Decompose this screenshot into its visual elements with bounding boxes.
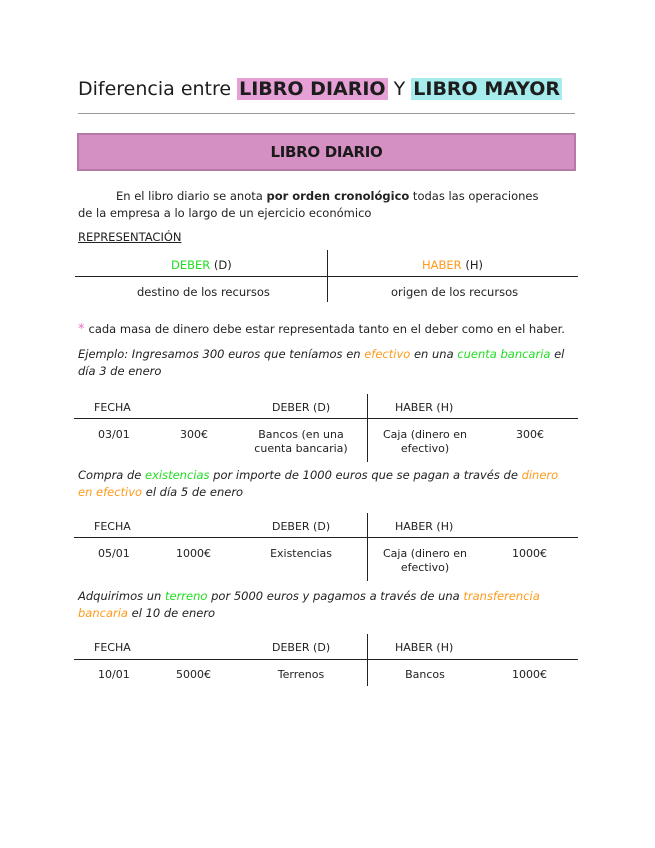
- ex3-text-3: el 10 de enero: [127, 606, 216, 620]
- rep-haber-label: HABER: [422, 258, 462, 272]
- ex1-efectivo: efectivo: [364, 347, 411, 361]
- ex2-text-3: el día 5 de enero: [142, 485, 244, 499]
- row-haber: Bancos: [405, 668, 445, 681]
- row-deber: Existencias: [270, 547, 332, 560]
- row-deber: Bancos (en una cuenta bancaria): [254, 428, 348, 455]
- rep-vertical-line: [327, 250, 328, 302]
- row-importe-haber: 1000€: [512, 668, 547, 681]
- row-fecha: 10/01: [98, 668, 130, 681]
- ex2-existencias: existencias: [145, 468, 210, 482]
- header-haber: HABER (H): [395, 641, 454, 654]
- intro-bold: por orden cronológico: [266, 189, 410, 203]
- page-title: [78, 78, 562, 100]
- header-fecha: FECHA: [94, 520, 131, 533]
- row-importe-debe: 300€: [180, 428, 208, 441]
- title-prefix: Diferencia entre: [78, 78, 238, 100]
- row-fecha: 05/01: [98, 547, 130, 560]
- table-horizontal-line: [74, 418, 578, 419]
- note-text: cada masa de dinero debe estar representada tanto en el deber como en el haber.: [88, 322, 565, 336]
- rep-deber-label: DEBER: [171, 258, 211, 272]
- title-libro-mayor: LIBRO MAYOR: [413, 78, 560, 100]
- row-importe-debe: 1000€: [176, 547, 211, 560]
- rep-haber-abbr: (H): [461, 258, 483, 272]
- example-2-table: [0, 511, 655, 583]
- table-horizontal-line: [74, 537, 578, 538]
- example-3-description: [78, 588, 578, 622]
- title-connector: Y: [387, 78, 412, 100]
- ex3-text-1: Adquirimos un: [78, 589, 165, 603]
- row-haber: Caja (dinero en efectivo): [382, 547, 468, 574]
- example-3-table: [0, 632, 655, 688]
- title-libro-diario: LIBRO DIARIO: [239, 78, 386, 100]
- example-1-description: [78, 346, 578, 380]
- header-haber: HABER (H): [395, 520, 454, 533]
- row-deber: Terrenos: [277, 668, 325, 681]
- rep-haber-desc: origen de los recursos: [391, 285, 519, 299]
- title-divider: [78, 113, 575, 114]
- rep-haber-header: [422, 258, 483, 272]
- header-deber: DEBER (D): [272, 520, 331, 533]
- ex3-transferencia-bancaria: transferencia bancaria: [78, 589, 540, 620]
- note: [78, 322, 565, 337]
- intro-paragraph: [78, 188, 556, 222]
- ex3-terreno: terreno: [165, 589, 208, 603]
- intro-before: En el libro diario se anota: [116, 189, 267, 203]
- rep-deber-desc: destino de los recursos: [137, 285, 270, 299]
- row-fecha: 03/01: [98, 428, 130, 441]
- header-fecha: FECHA: [94, 641, 131, 654]
- note-asterisk: *: [78, 322, 85, 337]
- rep-deber-header: [171, 258, 232, 272]
- ex1-text-3: el día 3 de enero: [78, 347, 565, 378]
- intro-after: todas las operaciones de la empresa a lo largo de un ejercicio económico: [78, 189, 539, 220]
- ex1-text-1: Ejemplo: Ingresamos 300 euros que teníamos en: [78, 347, 365, 361]
- header-haber: HABER (H): [395, 401, 454, 414]
- ex1-text-2: en una: [410, 347, 458, 361]
- ex2-text-1: Compra de: [78, 468, 146, 482]
- rep-deber-abbr: (D): [210, 258, 232, 272]
- header-fecha: FECHA: [94, 401, 131, 414]
- ex2-dinero-efectivo: dinero en efectivo: [78, 468, 559, 499]
- header-deber: DEBER (D): [272, 401, 331, 414]
- row-haber: Caja (dinero en efectivo): [382, 428, 468, 455]
- table-vertical-line: [367, 634, 368, 686]
- ex2-text-2: por importe de 1000 euros que se pagan a través de: [209, 468, 522, 482]
- table-vertical-line: [367, 513, 368, 581]
- row-importe-haber: 1000€: [512, 547, 547, 560]
- ex3-text-2: por 5000 euros y pagamos a través de una: [207, 589, 464, 603]
- table-horizontal-line: [74, 659, 578, 660]
- row-importe-debe: 5000€: [176, 668, 211, 681]
- row-importe-haber: 300€: [516, 428, 544, 441]
- representacion-heading: REPRESENTACIÓN: [78, 230, 182, 244]
- table-vertical-line: [367, 394, 368, 462]
- example-1-table: [0, 392, 655, 464]
- header-deber: DEBER (D): [272, 641, 331, 654]
- section-banner: LIBRO DIARIO: [77, 133, 576, 171]
- ex1-cuenta-bancaria: cuenta bancaria: [457, 347, 551, 361]
- example-2-description: [78, 467, 568, 501]
